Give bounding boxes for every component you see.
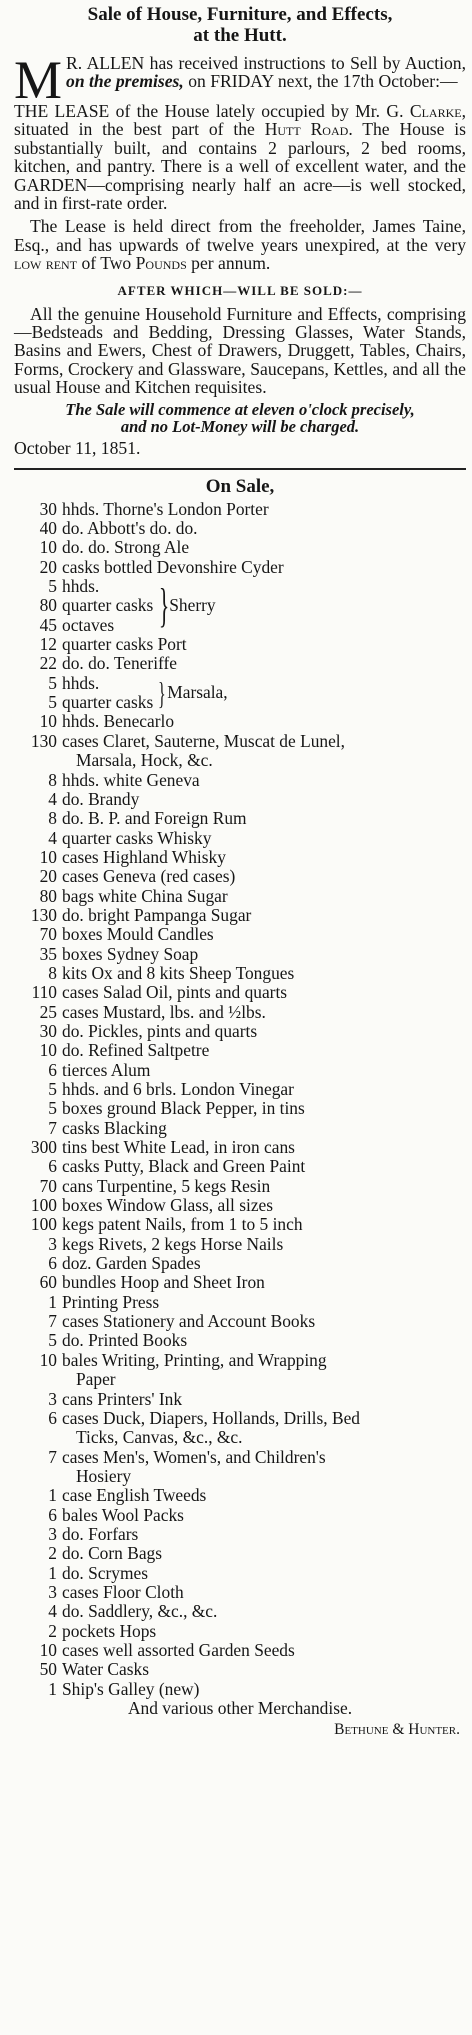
item-quantity: 3	[48, 1581, 57, 1602]
item-description: boxes Window Glass, all sizes	[62, 1195, 274, 1216]
item-description: Ticks, Canvas, &c., &c.	[76, 1427, 243, 1448]
furniture-paragraph: All the genuine Household Furniture and Effects, comprising—Bedsteads and Bedding, Dressing Glasses, Water Stands, Basins and Ewers, Chest of Drawers, Druggett, Tables, Chairs, Forms, Crockery and Glassware, Saucepans, Kettles, and all the usual House and Kitchen requisites.	[14, 303, 466, 398]
item-quantity: 5	[48, 672, 57, 693]
item-description: boxes ground Black Pepper, in tins	[62, 1098, 305, 1119]
list-item	[14, 1022, 466, 1041]
item-quantity: 4	[48, 1601, 57, 1622]
item-description: do. Refined Saltpetre	[62, 1040, 210, 1061]
item-description: cases Salad Oil, pints and quarts	[62, 982, 288, 1003]
item-description: hhds. Benecarlo	[62, 711, 175, 732]
merchandise-group-c	[14, 712, 466, 1699]
list-item	[14, 1506, 466, 1525]
sherry-group	[14, 577, 466, 635]
item-description: pockets Hops	[62, 1620, 157, 1641]
item-quantity: 110	[31, 982, 57, 1003]
list-item	[14, 1041, 466, 1060]
item-description: Printing Press	[62, 1291, 160, 1312]
item-description: Marsala, Hock, &c.	[76, 750, 213, 771]
item-description: cases Stationery and Account Books	[62, 1311, 316, 1332]
item-quantity: 8	[48, 962, 57, 983]
list-item	[14, 1331, 466, 1350]
section-divider	[14, 468, 466, 470]
item-quantity: 30	[39, 1020, 57, 1041]
marsala-brace	[153, 674, 227, 713]
item-description: kegs Rivets, 2 kegs Horse Nails	[62, 1233, 284, 1254]
item-quantity: 60	[39, 1272, 57, 1293]
rent-text-end: per annum.	[186, 253, 271, 274]
item-description: cases Duck, Diapers, Hollands, Drills, Bed	[62, 1407, 360, 1428]
item-quantity: 12	[39, 634, 57, 655]
item-description: cases Mustard, lbs. and ½lbs.	[62, 1001, 266, 1022]
item-description: casks bottled Devonshire Cyder	[62, 556, 284, 577]
hutt-road-name: Hutt Road	[264, 119, 349, 140]
item-description: do. Pickles, pints and quarts	[62, 1020, 258, 1041]
item-quantity: 10	[39, 537, 57, 558]
list-item	[14, 558, 466, 577]
item-quantity: 100	[30, 1195, 57, 1216]
list-item	[14, 1215, 466, 1234]
list-item	[14, 1544, 466, 1563]
item-description: Hosiery	[76, 1465, 132, 1486]
item-description: hhds.	[62, 672, 100, 693]
item-description: hhds. white Geneva	[62, 769, 200, 790]
item-description: hhds. Thorne's London Porter	[62, 498, 269, 519]
item-quantity: 1	[48, 1291, 57, 1312]
marsala-label: Marsala,	[167, 682, 228, 703]
item-description: do. do. Strong Ale	[62, 537, 190, 558]
list-item	[14, 693, 153, 712]
item-quantity: 7	[48, 1117, 57, 1138]
item-quantity: 130	[30, 730, 57, 751]
advert-title	[14, 4, 466, 46]
item-quantity: 6	[48, 1504, 57, 1525]
item-quantity: 40	[39, 518, 57, 539]
item-quantity: 35	[39, 943, 57, 964]
item-quantity: 5	[48, 576, 57, 597]
auctioneer-signature	[14, 1720, 466, 1740]
item-quantity: 6	[48, 1156, 57, 1177]
freeholder-text: The Lease is held direct from the freeholder, James Taine, Esq., and has upwards of twelve years unexpired, at the very	[14, 216, 466, 255]
list-item	[14, 1196, 466, 1215]
advert-date: October 11, 1851.	[14, 437, 141, 458]
list-item	[14, 1622, 466, 1641]
item-quantity: 70	[39, 924, 57, 945]
item-description: quarter casks	[62, 595, 154, 616]
item-description: Ship's Galley (new)	[62, 1678, 200, 1699]
list-item-continuation	[14, 1467, 466, 1486]
brace-symbol: }	[159, 579, 170, 633]
item-description: cases Geneva (red cases)	[62, 866, 236, 887]
on-sale-heading: On Sale,	[205, 475, 275, 497]
sherry-label: Sherry	[169, 595, 216, 616]
item-quantity: 7	[48, 1311, 57, 1332]
item-quantity: 80	[39, 595, 57, 616]
list-item-continuation	[14, 751, 466, 770]
item-description: tierces Alum	[62, 1059, 151, 1080]
intro-text-1: R. ALLEN has received instructions to Sell by Auction,	[66, 53, 466, 73]
list-item	[14, 1177, 466, 1196]
item-quantity: 50	[39, 1659, 57, 1680]
item-quantity: 1	[48, 1485, 57, 1506]
item-description: boxes Sydney Soap	[62, 943, 199, 964]
list-item	[14, 906, 466, 925]
item-quantity: 6	[48, 1407, 57, 1428]
item-description: do. Saddlery, &c., &c.	[62, 1601, 218, 1622]
signature-text: Bethune & Hunter.	[334, 1721, 460, 1738]
list-item	[14, 809, 466, 828]
list-item	[14, 925, 466, 944]
item-description: boxes Mould Candles	[62, 924, 214, 945]
list-item-continuation	[14, 1428, 466, 1447]
list-item	[14, 519, 466, 538]
merchandise-list	[14, 500, 466, 1699]
item-description: Water Casks	[62, 1659, 149, 1680]
item-quantity: 5	[48, 1079, 57, 1099]
item-description: quarter casks Port	[62, 634, 187, 655]
list-item	[14, 1448, 466, 1467]
sale-note-line2: and no Lot-Money will be charged.	[120, 417, 360, 437]
pounds-text: Pounds	[135, 253, 187, 274]
item-description: bags white China Sugar	[62, 885, 228, 906]
item-description: bales Writing, Printing, and Wrapping	[62, 1349, 327, 1370]
item-quantity: 4	[48, 788, 57, 809]
item-description: do. do. Teneriffe	[62, 653, 178, 674]
item-quantity: 3	[48, 1523, 57, 1544]
list-item	[14, 1080, 466, 1099]
list-item	[14, 829, 466, 848]
list-item	[14, 1293, 466, 1312]
list-item	[14, 1119, 466, 1138]
merchandise-group-a	[14, 500, 466, 577]
list-item	[14, 1680, 466, 1699]
item-description: cans Printers' Ink	[62, 1388, 183, 1409]
list-item	[14, 1061, 466, 1080]
item-description: casks Blacking	[62, 1117, 167, 1138]
intro-text-1-end: on FRIDAY next, the 17th October:—	[183, 71, 458, 92]
item-description: do. bright Pampanga Sugar	[62, 904, 252, 925]
item-quantity: 130	[30, 904, 57, 925]
sale-note-line1: The Sale will commence at eleven o'clock precisely,	[65, 399, 415, 419]
item-description: quarter casks Whisky	[62, 827, 212, 848]
after-which-heading: AFTER WHICH—WILL BE SOLD:—	[117, 282, 363, 298]
item-description: tins best White Lead, in iron cans	[62, 1137, 295, 1158]
item-quantity: 22	[39, 653, 57, 674]
item-description: doz. Garden Spades	[62, 1253, 201, 1274]
advertisement-column	[14, 0, 466, 1740]
intro-paragraph-1	[14, 50, 466, 110]
item-quantity: 5	[48, 1098, 57, 1119]
lease-text-end: . The House is substantially built, and contains 2 parlours, 2 bed rooms, kitchen, and pantry. There is a well of excellent water, and the GARDEN—comprising nearly half an acre—is well stocked, and in first-rate order.	[14, 119, 466, 214]
list-item	[14, 1138, 466, 1157]
item-quantity: 10	[39, 1349, 57, 1370]
item-quantity: 45	[39, 614, 57, 635]
item-quantity: 2	[48, 1620, 57, 1641]
advert-title-line2: at the Hutt.	[193, 25, 287, 46]
marsala-rows	[14, 674, 153, 713]
intro-paragraph-2	[14, 102, 466, 212]
list-item	[14, 1641, 466, 1660]
list-item	[14, 1583, 466, 1602]
item-quantity: 8	[48, 769, 57, 790]
item-quantity: 300	[30, 1137, 57, 1158]
list-item	[14, 1409, 466, 1428]
sherry-rows	[14, 577, 153, 635]
item-description: cases Men's, Women's, and Children's	[62, 1446, 326, 1467]
list-item	[14, 1312, 466, 1331]
list-item	[14, 1003, 466, 1022]
item-description: do. Printed Books	[62, 1330, 188, 1351]
item-description: quarter casks	[62, 692, 154, 713]
intro-paragraph-3	[14, 217, 466, 272]
item-quantity: 20	[39, 556, 57, 577]
list-item	[14, 538, 466, 557]
item-description: octaves	[62, 614, 115, 635]
list-item	[14, 1235, 466, 1254]
item-description: do. B. P. and Foreign Rum	[62, 808, 247, 829]
rent-text-mid: of Two	[77, 253, 136, 274]
item-quantity: 100	[30, 1214, 57, 1235]
list-item	[14, 771, 466, 790]
item-quantity: 3	[48, 1233, 57, 1254]
item-quantity: 5	[48, 692, 57, 713]
merchandise-group-b	[14, 635, 466, 674]
item-quantity: 70	[39, 1175, 57, 1196]
item-description: hhds.	[62, 576, 100, 597]
item-quantity: 6	[48, 1253, 57, 1274]
item-description: Paper	[76, 1369, 116, 1390]
list-item	[14, 674, 153, 693]
item-quantity: 25	[39, 1001, 57, 1022]
item-description: do. Corn Bags	[62, 1543, 162, 1564]
marsala-group	[14, 674, 466, 713]
list-item	[14, 790, 466, 809]
item-description: kegs patent Nails, from 1 to 5 inch	[62, 1214, 303, 1235]
list-item	[14, 1390, 466, 1409]
other-merchandise: And various other Merchandise.	[127, 1698, 353, 1718]
item-quantity: 10	[39, 1040, 57, 1061]
list-item	[14, 1602, 466, 1621]
item-quantity: 30	[39, 498, 57, 519]
item-description: hhds. and 6 brls. London Vinegar	[62, 1079, 294, 1099]
list-item	[14, 887, 466, 906]
list-item	[14, 500, 466, 519]
item-quantity: 7	[48, 1446, 57, 1467]
list-item	[14, 1525, 466, 1544]
item-quantity: 1	[48, 1562, 57, 1583]
item-description: casks Putty, Black and Green Paint	[62, 1156, 306, 1177]
list-item	[14, 983, 466, 1002]
list-item	[14, 1564, 466, 1583]
item-description: do. Brandy	[62, 788, 140, 809]
item-description: do. Scrymes	[62, 1562, 148, 1583]
list-item	[14, 596, 153, 615]
item-quantity: 5	[48, 1330, 57, 1351]
list-item	[14, 1157, 466, 1176]
item-description: do. Forfars	[62, 1523, 139, 1544]
item-quantity: 20	[39, 866, 57, 887]
item-quantity: 80	[39, 885, 57, 906]
drop-cap-letter: M	[14, 50, 63, 110]
lease-text-mid: , situated in the best part of the	[14, 101, 466, 140]
list-item	[14, 1254, 466, 1273]
list-item	[14, 1351, 466, 1370]
list-item	[14, 577, 153, 596]
list-item	[14, 712, 466, 731]
item-quantity: 6	[48, 1059, 57, 1080]
list-item-continuation	[14, 1370, 466, 1389]
item-description: do. Abbott's do. do.	[62, 518, 198, 539]
list-item	[14, 1486, 466, 1505]
item-description: case English Tweeds	[62, 1485, 207, 1506]
item-quantity: 10	[39, 1639, 57, 1660]
list-item	[14, 635, 466, 654]
item-description: cases well assorted Garden Seeds	[62, 1639, 295, 1660]
list-item	[14, 867, 466, 886]
advert-title-line1: Sale of House, Furniture, and Effects,	[87, 4, 393, 25]
item-description: cans Turpentine, 5 kegs Resin	[62, 1175, 271, 1196]
item-description: bundles Hoop and Sheet Iron	[62, 1272, 265, 1293]
item-description: cases Highland Whisky	[62, 846, 226, 867]
item-quantity: 10	[39, 711, 57, 732]
list-item	[14, 1660, 466, 1679]
item-quantity: 1	[48, 1678, 57, 1699]
low-rent-text: low rent	[14, 253, 78, 274]
lease-text: THE LEASE of the House lately occupied by Mr.	[14, 101, 387, 121]
item-description: cases Claret, Sauterne, Muscat de Lunel,	[62, 730, 345, 751]
brace-symbol: }	[158, 675, 166, 712]
list-item	[14, 964, 466, 983]
list-item	[14, 654, 466, 673]
list-item	[14, 1099, 466, 1118]
item-description: kits Ox and 8 kits Sheep Tongues	[62, 962, 295, 983]
list-item	[14, 848, 466, 867]
item-description: bales Wool Packs	[62, 1504, 184, 1525]
item-quantity: 4	[48, 827, 57, 848]
item-description: cases Floor Cloth	[62, 1581, 184, 1602]
on-the-premises-text: on the premises,	[66, 71, 184, 92]
clarke-name: G. Clarke	[386, 101, 462, 121]
sale-note	[14, 401, 466, 436]
list-item	[14, 732, 466, 751]
item-quantity: 8	[48, 808, 57, 829]
list-item	[14, 616, 153, 635]
item-quantity: 10	[39, 846, 57, 867]
list-item	[14, 945, 466, 964]
item-quantity: 2	[48, 1543, 57, 1564]
list-item	[14, 1273, 466, 1292]
sherry-brace	[153, 577, 215, 635]
item-quantity: 3	[48, 1388, 57, 1409]
